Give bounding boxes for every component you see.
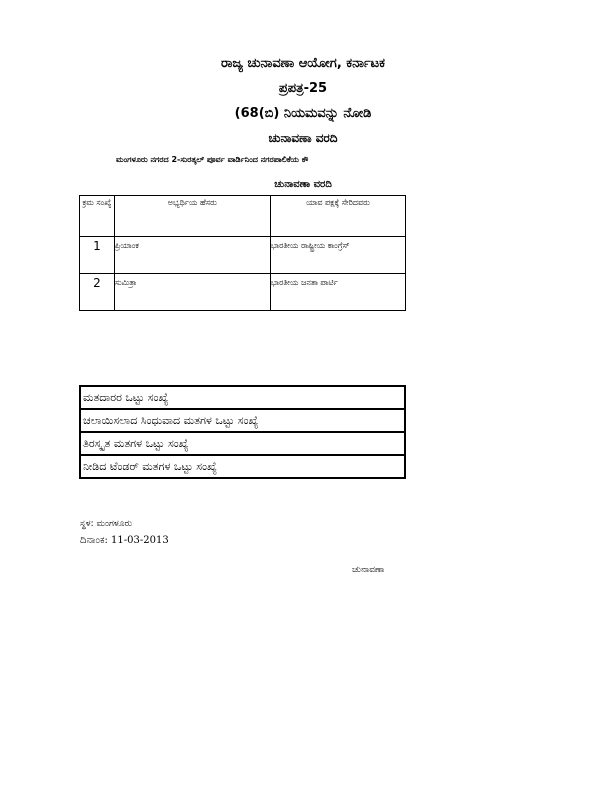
signature-label: ಚುನಾವಣಾ: [352, 565, 385, 575]
commission-title: ರಾಜ್ಯ ಚುನಾವಣಾ ಆಯೋಗ, ಕರ್ನಾಟಕ: [220, 56, 386, 71]
table-row: [80, 455, 405, 478]
form-number: ಪ್ರಪತ್ರ-25: [278, 81, 328, 96]
serial-number: 1: [80, 237, 115, 274]
stat-tendered-votes: ನೀಡಿದ ಟೆಂಡರ್ ಮತಗಳ ಒಟ್ಟು ಸಂಖ್ಯೆ: [80, 455, 405, 478]
table-row: [80, 237, 406, 274]
table-row: [80, 274, 406, 311]
report-heading: ಚುನಾವಣಾ ವರದಿ: [268, 131, 338, 145]
rule-reference: (68(ಬಿ) ನಿಯಮವನ್ನು ನೋಡಿ: [234, 106, 372, 121]
stat-rejected-votes: ತಿರಸ್ಕೃತ ಮತಗಳ ಒಟ್ಟು ಸಂಖ್ಯೆ: [80, 432, 405, 455]
table-row: [80, 386, 405, 409]
vote-stats-table: [79, 385, 406, 479]
stat-total-voters: ಮತದಾರರ ಒಟ್ಟು ಸಂಖ್ಯೆ: [80, 386, 405, 409]
candidates-table: [79, 195, 406, 311]
candidate-name: ಸುಮಿತ್ರಾ: [114, 274, 270, 311]
col-party: ಯಾವ ಪಕ್ಷಕ್ಕೆ ಸೇರಿದವರು: [270, 196, 405, 237]
report-heading-secondary: ಚುನಾವಣಾ ವರದಿ: [274, 179, 332, 190]
table-header-row: [80, 196, 406, 237]
place-label: ಸ್ಥಳ: ಮಂಗಳೂರು: [80, 519, 133, 529]
party-name: ಭಾರತೀಯ ಜನತಾ ಪಾರ್ಟಿ: [270, 274, 405, 311]
stat-valid-votes: ಚಲಾಯಿಸಲಾದ ಸಿಂಧುವಾದ ಮತಗಳ ಒಟ್ಟು ಸಂಖ್ಯೆ: [80, 409, 405, 432]
party-name: ಭಾರತೀಯ ರಾಷ್ಟ್ರೀಯ ಕಾಂಗ್ರೆಸ್: [270, 237, 405, 274]
candidate-name: ಪ್ರಿಯಾಂಕ: [114, 237, 270, 274]
col-serial-number: ಕ್ರಮ ಸಂಖ್ಯೆ: [80, 196, 115, 237]
election-subtitle: ಮಂಗಳೂರು ನಗರದ 2-ಸುರತ್ಕಲ್ ಪೂರ್ವ ವಾರ್ಡಿನಿಂದ ನಗರಪಾಲಿಕೆಯ ಕೌ: [116, 155, 309, 164]
table-row: [80, 432, 405, 455]
serial-number: 2: [80, 274, 115, 311]
table-row: [80, 409, 405, 432]
date-label: ದಿನಾಂಕ: 11-03-2013: [80, 535, 169, 546]
col-candidate-name: ಅಭ್ಯರ್ಥಿಯ ಹೆಸರು: [114, 196, 270, 237]
